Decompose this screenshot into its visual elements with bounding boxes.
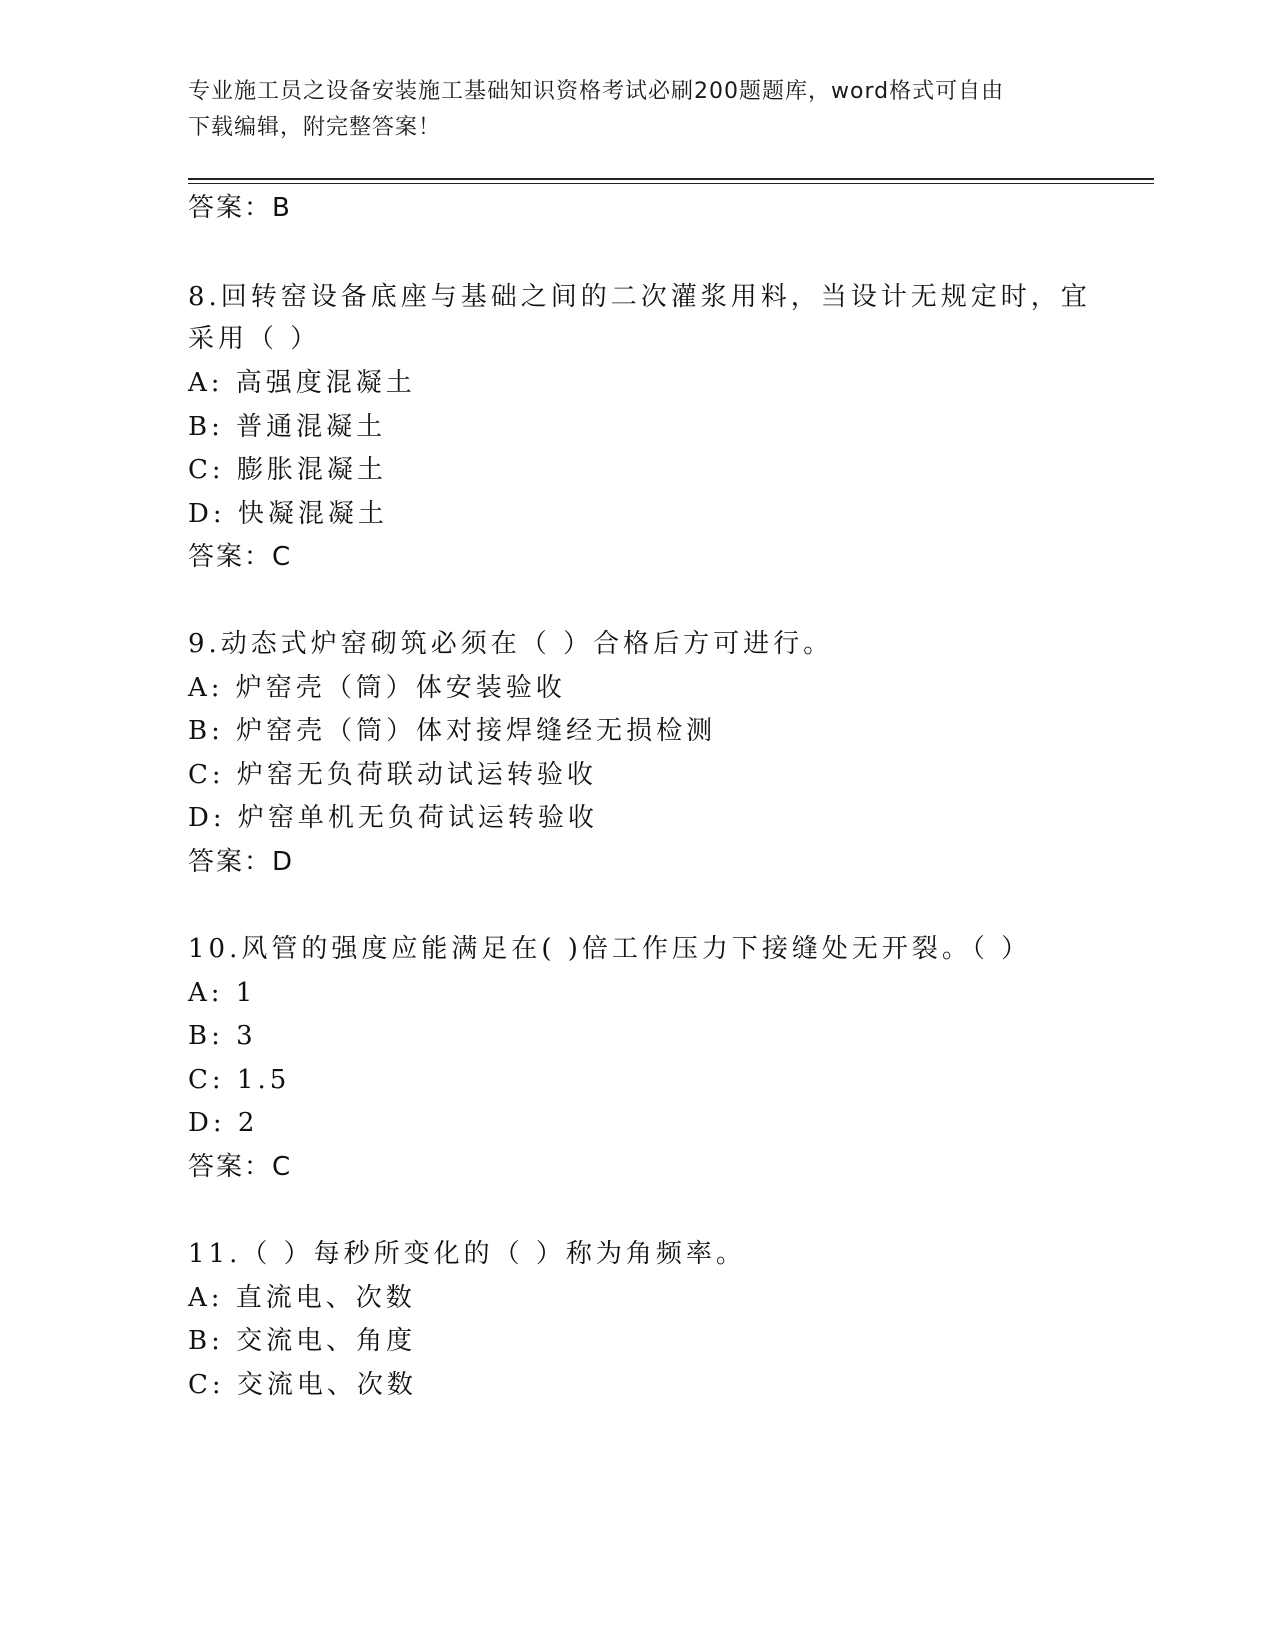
question-9-option-c: C: 炉窑无负荷联动试运转验收 <box>188 760 597 790</box>
question-10-option-c: C: 1.5 <box>188 1065 291 1095</box>
question-9-option-a: A: 炉窑壳（筒）体安装验收 <box>188 673 566 703</box>
question-8-option-b: B: 普通混凝土 <box>188 412 387 442</box>
question-9-option-d: D: 炉窑单机无负荷试运转验收 <box>188 803 598 833</box>
header-line-1: 专业施工员之设备安装施工基础知识资格考试必刷200题题库，word格式可自由 <box>188 79 1005 104</box>
document-header <box>188 74 1068 146</box>
question-9-stem: 9.动态式炉窑砌筑必须在（ ）合格后方可进行。 <box>188 629 834 659</box>
question-10-option-d: D: 2 <box>188 1108 259 1138</box>
question-9-option-b: B: 炉窑壳（筒）体对接焊缝经无损检测 <box>188 716 717 746</box>
question-10-option-b: B: 3 <box>188 1021 257 1051</box>
previous-answer: 答案：B <box>188 193 292 223</box>
question-11-option-c: C: 交流电、次数 <box>188 1370 417 1400</box>
question-10-stem: 10.风管的强度应能满足在( )倍工作压力下接缝处无开裂。（ ） <box>188 934 1032 964</box>
question-11-stem: 11.（ ）每秒所变化的（ ）称为角频率。 <box>188 1239 746 1269</box>
question-8-option-a: A: 高强度混凝土 <box>188 368 416 398</box>
question-11-option-b: B: 交流电、角度 <box>188 1326 417 1356</box>
header-line-2: 下载编辑，附完整答案！ <box>188 115 442 140</box>
question-8-answer: 答案：C <box>188 542 293 572</box>
question-8-option-c: C: 膨胀混凝土 <box>188 455 387 485</box>
question-11-option-a: A: 直流电、次数 <box>188 1283 416 1313</box>
header-divider-thin <box>188 183 1154 184</box>
question-8-stem-line-1: 8.回转窑设备底座与基础之间的二次灌浆用料，当设计无规定时，宜 <box>188 282 1091 312</box>
header-divider-thick <box>188 178 1154 180</box>
question-9-answer: 答案：D <box>188 847 295 877</box>
question-8-stem-line-2: 采用（ ） <box>188 324 321 354</box>
question-8-option-d: D: 快凝混凝土 <box>188 499 388 529</box>
question-10-answer: 答案：C <box>188 1152 293 1182</box>
question-10-option-a: A: 1 <box>188 978 257 1008</box>
